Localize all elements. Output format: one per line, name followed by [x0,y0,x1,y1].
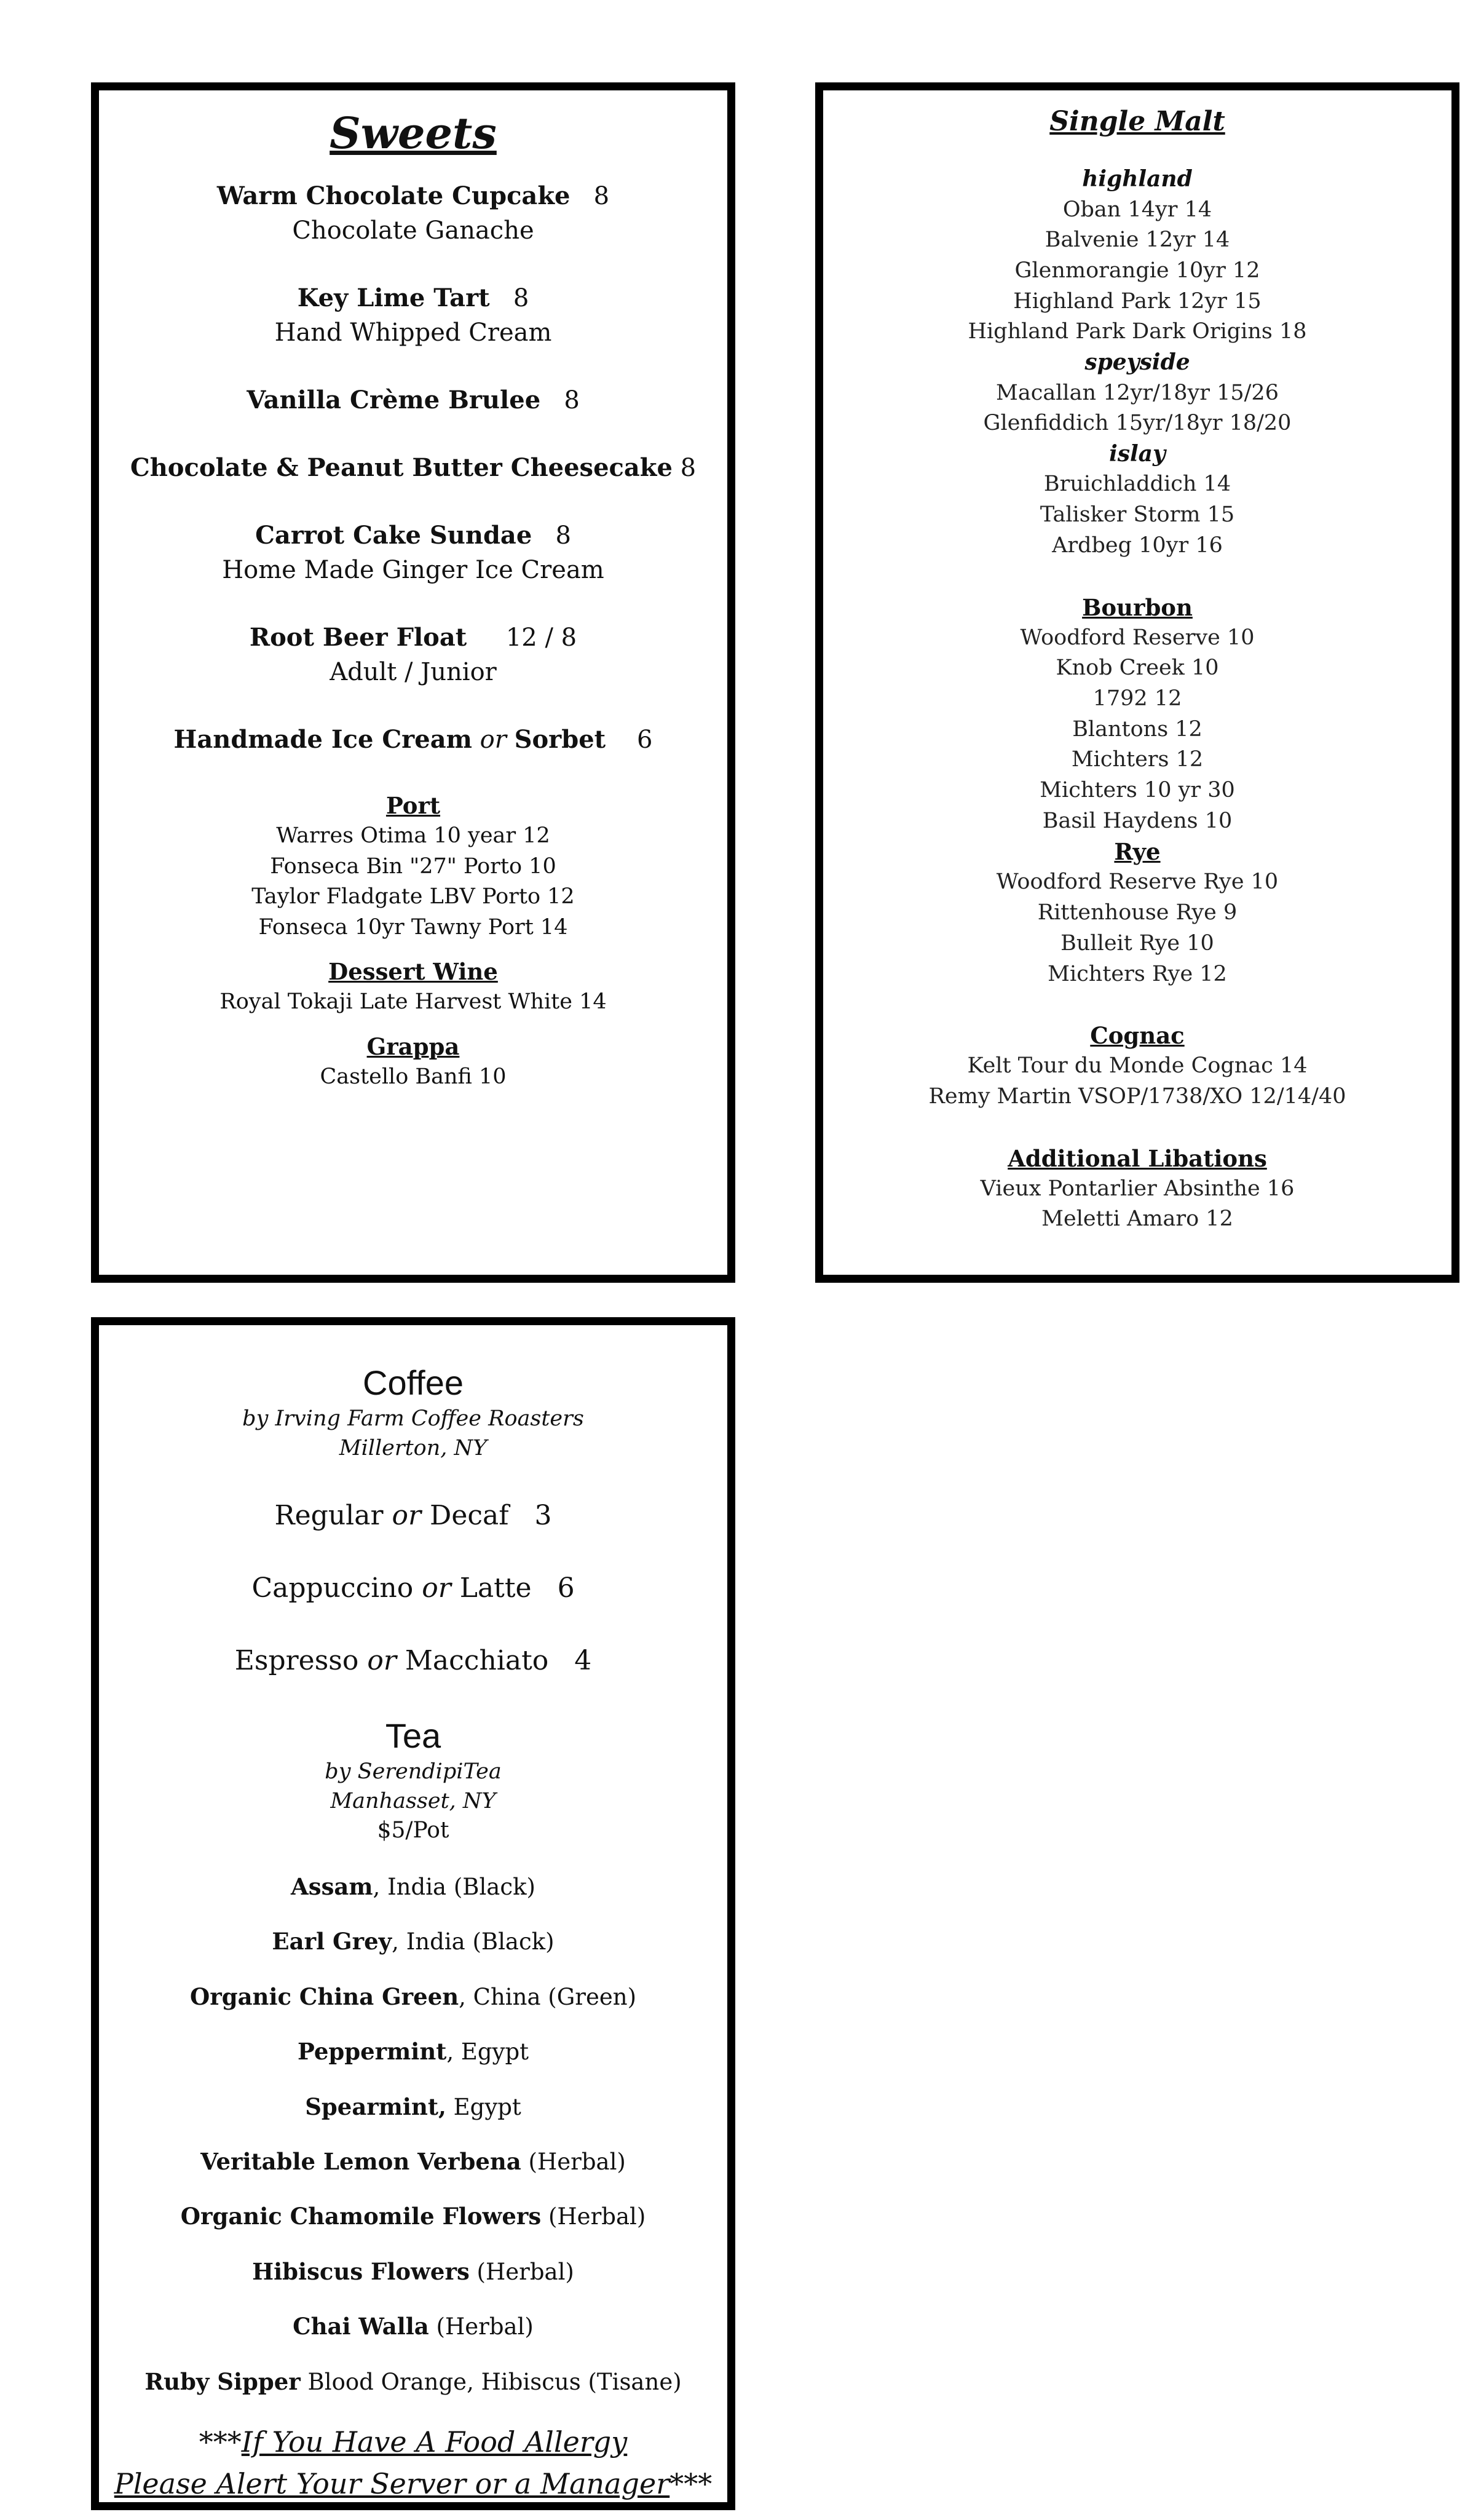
dessert-item [99,723,727,757]
dessert-description: Chocolate Ganache [292,216,534,245]
dessert-item [99,620,727,689]
tea-item [99,2311,727,2342]
tea-name: Ruby Sipper [144,2367,301,2395]
dessert-item [99,518,727,587]
dessert-name: Vanilla Crème Brulee [247,386,541,414]
coffee-option: Regular [274,1500,384,1531]
coffee-price: 6 [557,1572,575,1604]
or-connector: or [480,726,507,754]
dessert-name: Chocolate & Peanut Butter Cheesecake [130,453,673,482]
or-connector: or [392,1500,422,1531]
dessert-name-line [99,723,727,757]
dessert-price: 12 / 8 [505,624,577,652]
allergy-text: If You Have A Food Allergy [241,2425,628,2459]
tea-list [99,1871,727,2398]
dessert-wine-item: Royal Tokaji Late Harvest White 14 [219,989,607,1014]
spirit-item: Talisker Storm 15 [1040,502,1235,528]
port-item: Fonseca Bin "27" Porto 10 [270,854,556,879]
spirit-item: 1792 12 [1092,686,1182,711]
port-heading: Port [385,792,441,819]
tea-item [99,2366,727,2398]
spirit-item: Michters Rye 12 [1048,961,1227,986]
cognac-heading: Cognac [1090,1022,1185,1050]
spirit-item: Basil Haydens 10 [1042,808,1233,833]
coffee-item [99,1497,727,1534]
coffee-item [99,1570,727,1607]
allergy-text: Please Alert Your Server or a Manager [114,2467,670,2500]
spirit-item: Michters 10 yr 30 [1040,778,1235,803]
dessert-name-line [99,620,727,655]
dessert-price: 8 [513,284,529,312]
tea-detail: Blood Orange, Hibiscus (Tisane) [300,2368,682,2395]
section-gap [823,989,1451,1020]
allergy-asterisks: *** [199,2425,242,2459]
tea-detail: (Herbal) [521,2148,626,2175]
islay-heading: islay [1109,440,1166,467]
allergy-asterisks: *** [669,2467,713,2500]
dessert-price: 8 [555,521,571,550]
spirit-item: Balvenie 12yr 14 [1044,228,1230,253]
allergy-line-1 [99,2421,727,2463]
speyside-heading: speyside [1084,349,1190,376]
tea-item [99,2036,727,2067]
or-connector: or [367,1645,397,1676]
spirit-item: Ardbeg 10yr 16 [1052,533,1223,558]
dessert-price: 8 [593,182,610,210]
dessert-name-line [99,451,727,485]
or-connector: or [422,1572,451,1604]
tea-item [99,2091,727,2123]
dessert-price: 8 [564,386,580,414]
spirit-item: Kelt Tour du Monde Cognac 14 [967,1053,1308,1079]
tea-name: Spearmint, [305,2093,446,2120]
grappa-heading: Grappa [366,1032,460,1060]
spirit-item: Macallan 12yr/18yr 15/26 [996,380,1279,405]
tea-detail: , China (Green) [459,1983,637,2010]
bourbon-heading: Bourbon [1082,593,1193,621]
coffee-option: Latte [459,1572,532,1604]
spirit-item: Bruichladdich 14 [1043,472,1231,497]
spirit-item: Woodford Reserve Rye 10 [996,870,1279,895]
dessert-name: Warm Chocolate Cupcake [216,181,571,210]
dessert-description: Home Made Ginger Ice Cream [222,556,604,584]
tea-name: Organic China Green [189,1983,459,2010]
coffee-option: Cappuccino [251,1572,414,1604]
dessert-name: Root Beer Float [249,623,467,652]
sweets-menu-panel [91,82,735,1283]
port-item: Taylor Fladgate LBV Porto 12 [251,884,575,909]
port-item: Fonseca 10yr Tawny Port 14 [258,914,568,940]
dessert-item [99,179,727,248]
spirit-item: Highland Park Dark Origins 18 [968,319,1307,344]
spirit-item: Woodford Reserve 10 [1020,625,1255,650]
tea-heading: Tea [385,1716,441,1755]
tea-detail: Egypt [446,2093,521,2120]
tea-name: Assam [291,1873,373,1900]
tea-name: Chai Walla [293,2313,429,2340]
tea-name: Veritable Lemon Verbena [200,2147,521,2175]
dessert-price: 8 [680,454,697,482]
dessert-name-alt: Sorbet [514,725,606,754]
sweets-title: Sweets [330,108,497,159]
section-gap [823,561,1451,592]
allergy-line-2 [99,2463,727,2505]
coffee-item [99,1642,727,1679]
spirits-menu-panel [815,82,1459,1283]
tea-supplier-location: Manhasset, NY [330,1789,496,1813]
dessert-name-line [99,179,727,213]
tea-detail: , India (Black) [373,1874,535,1900]
dessert-name: Carrot Cake Sundae [255,521,532,550]
coffee-option: Espresso [234,1645,359,1676]
tea-name: Peppermint [297,2038,447,2066]
coffee-price: 3 [534,1500,552,1531]
coffee-tea-panel [91,1317,735,2510]
tea-name: Hibiscus Flowers [252,2257,470,2285]
spirit-item: Oban 14yr 14 [1062,197,1212,222]
tea-detail: (Herbal) [428,2313,534,2340]
coffee-heading: Coffee [363,1363,464,1402]
dessert-name: Key Lime Tart [297,283,490,312]
coffee-roaster-location: Millerton, NY [339,1436,488,1460]
tea-item [99,2201,727,2232]
spirit-item: Michters 12 [1071,747,1204,772]
dessert-wine-heading: Dessert Wine [328,958,498,985]
dessert-name-line [99,383,727,418]
coffee-option: Decaf [430,1500,509,1531]
tea-detail: (Herbal) [469,2258,574,2285]
coffee-price: 4 [574,1645,592,1676]
spirit-item: Vieux Pontarlier Absinthe 16 [980,1176,1295,1201]
dessert-name: Handmade Ice Cream [173,725,472,754]
tea-item [99,1926,727,1957]
coffee-roaster: by Irving Farm Coffee Roasters [242,1406,584,1431]
spirit-item: Highland Park 12yr 15 [1013,288,1262,314]
coffee-option: Macchiato [405,1645,549,1676]
spirit-item: Glenfiddich 15yr/18yr 18/20 [983,411,1292,436]
tea-name: Earl Grey [272,1928,392,1955]
port-section [99,790,727,943]
dessert-name-line [99,518,727,553]
spirit-item: Meletti Amaro 12 [1041,1207,1233,1232]
tea-name: Organic Chamomile Flowers [180,2203,542,2230]
tea-item [99,2256,727,2288]
dessert-item [99,383,727,418]
spirit-item: Glenmorangie 10yr 12 [1014,258,1260,283]
allergy-notice [99,2421,727,2505]
dessert-description: Adult / Junior [330,658,497,686]
tea-detail: , India (Black) [392,1928,555,1955]
additional-libations-heading: Additional Libations [1008,1144,1267,1172]
tea-item [99,1871,727,1903]
dessert-wine-section [99,956,727,1018]
tea-item [99,2146,727,2177]
spirit-item: Knob Creek 10 [1056,656,1219,681]
tea-price: $5/Pot [377,1818,449,1843]
tea-item [99,1981,727,2013]
spirit-item: Remy Martin VSOP/1738/XO 12/14/40 [928,1084,1346,1109]
dessert-item [99,281,727,350]
section-gap [823,1112,1451,1143]
single-malt-title: Single Malt [1049,106,1225,137]
grappa-item: Castello Banfi 10 [320,1064,507,1089]
dessert-item [99,451,727,485]
spirit-item: Bulleit Rye 10 [1060,930,1214,956]
dessert-name-line [99,281,727,315]
tea-detail: , Egypt [446,2039,529,2066]
spirit-item: Rittenhouse Rye 9 [1037,900,1238,925]
dessert-description: Hand Whipped Cream [274,319,552,347]
port-item: Warres Otima 10 year 12 [276,823,550,848]
dessert-price: 6 [636,726,653,754]
highland-heading: highland [1082,166,1193,192]
tea-header [99,1715,727,1845]
tea-detail: (Herbal) [541,2203,646,2230]
spirit-item: Blantons 12 [1072,716,1202,742]
grappa-section [99,1031,727,1093]
tea-supplier: by SerendipiTea [325,1759,502,1784]
rye-heading: Rye [1114,838,1161,866]
